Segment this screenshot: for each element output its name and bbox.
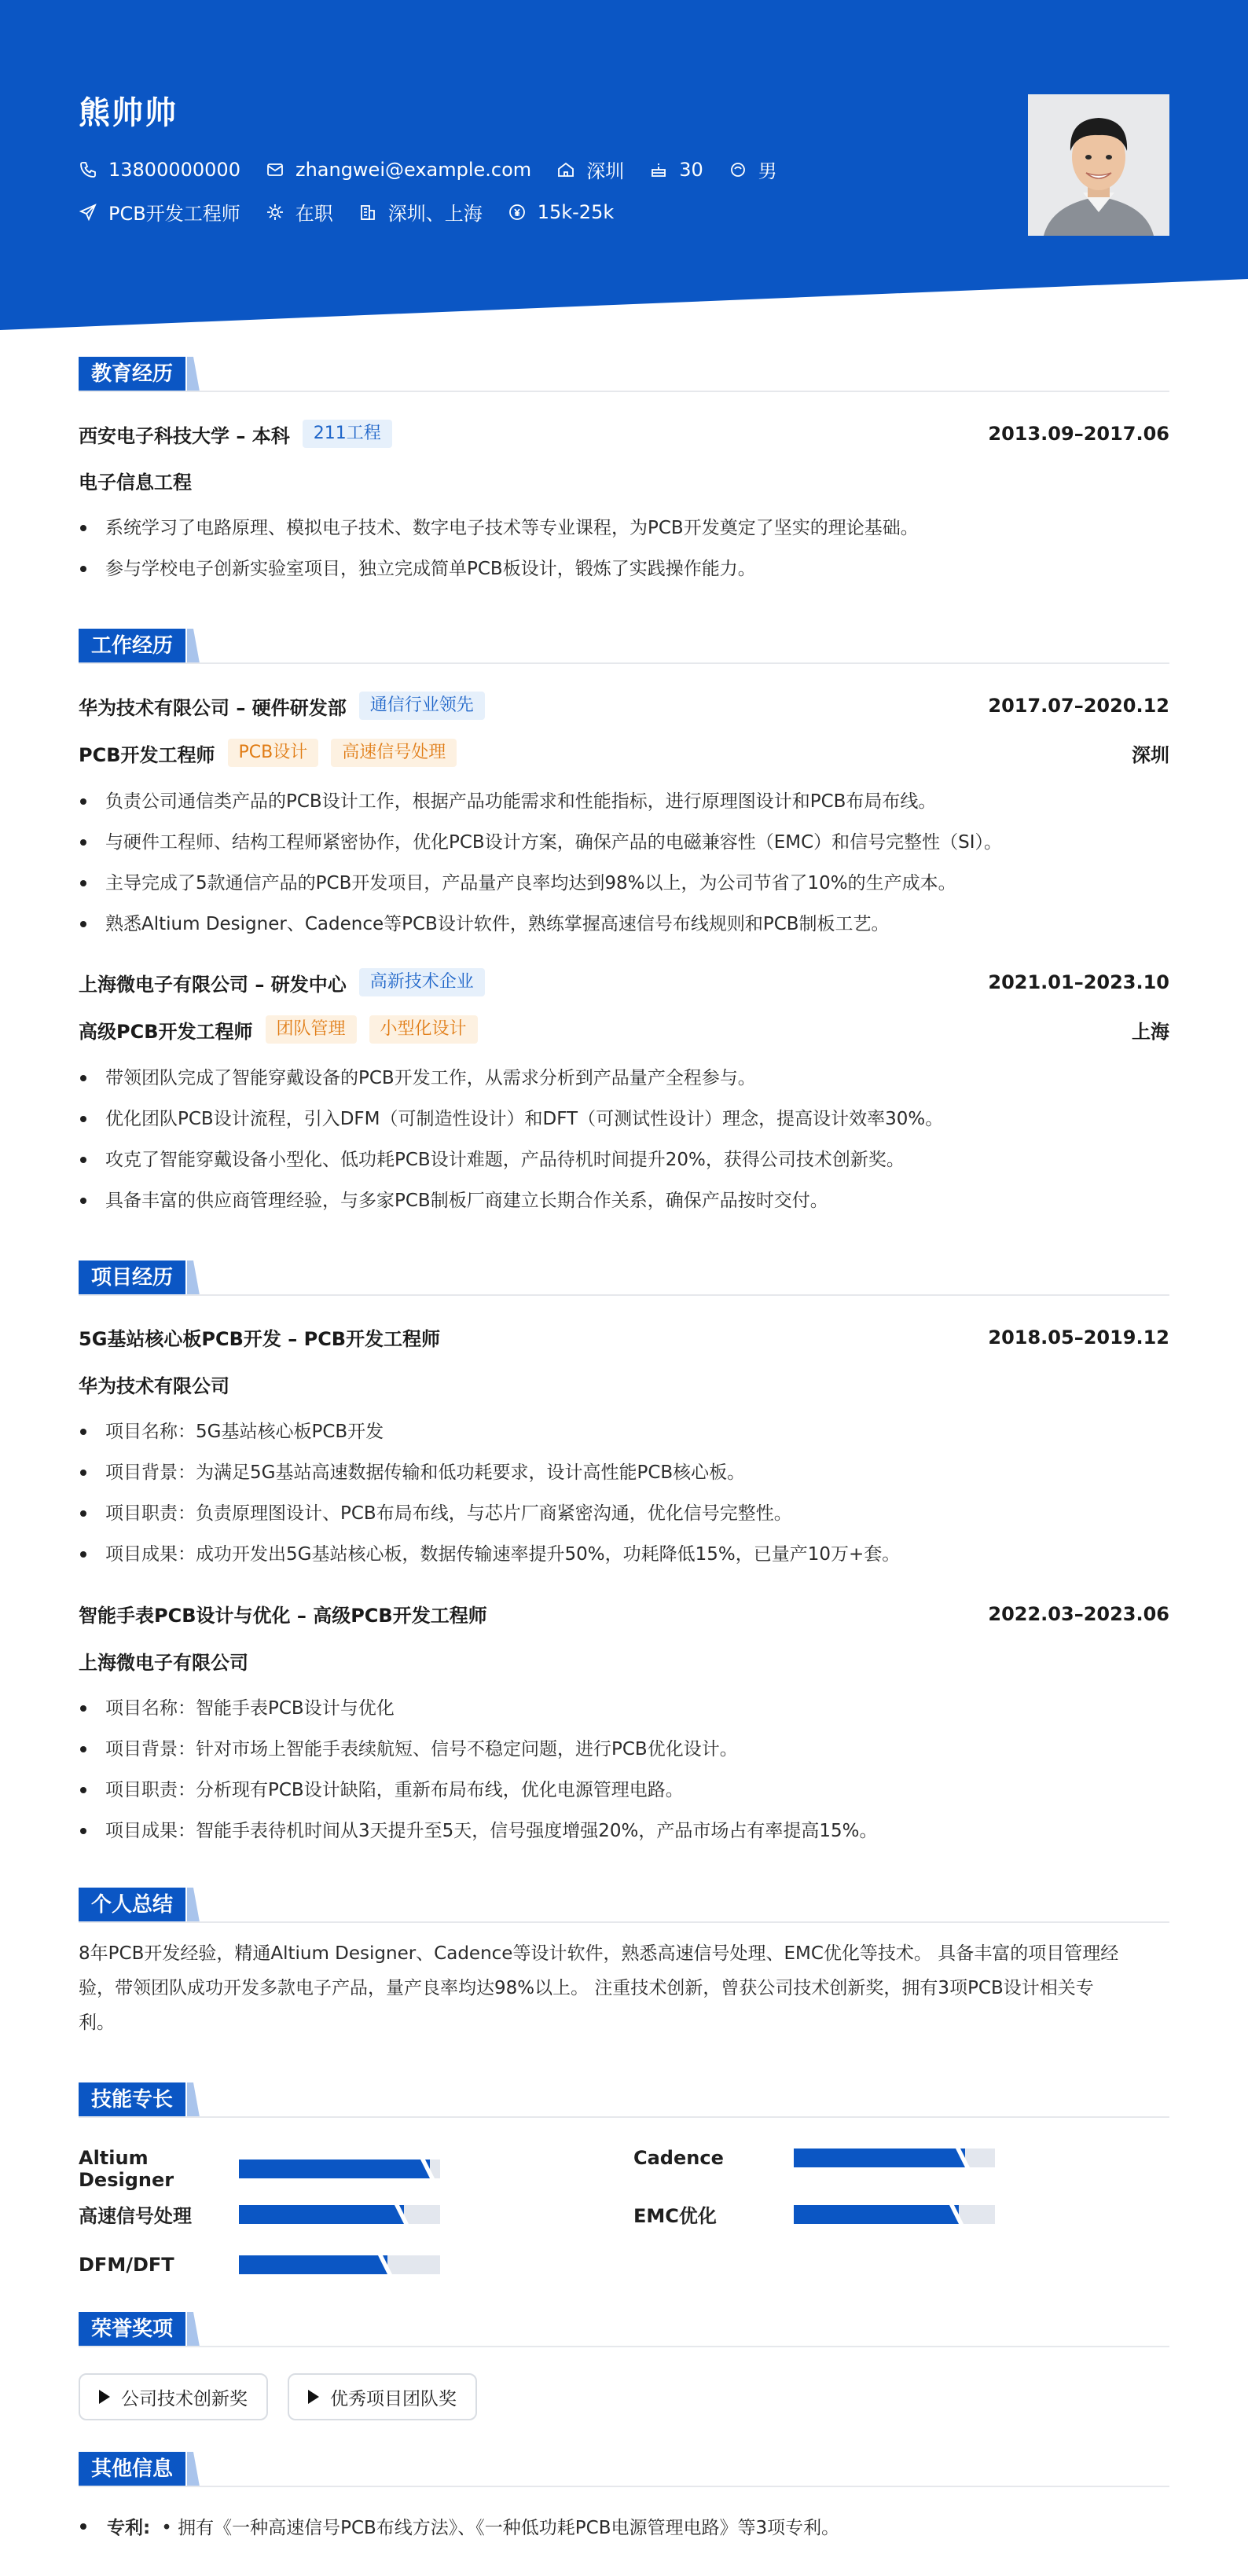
list-item: 熟悉Altium Designer、Cadence等PCB设计软件，熟练掌握高速信号布线规则和PCB制板工艺。 [79, 904, 1169, 945]
award-badge [79, 2373, 268, 2420]
section-label: 荣誉奖项 [79, 2312, 185, 2347]
work-bullets [79, 781, 1169, 945]
role-name: 高级PCB开发工程师 [79, 1020, 253, 1043]
play-icon [99, 2390, 110, 2404]
profile-photo [1028, 94, 1169, 236]
company-name: 上海微电子有限公司 – 研发中心 [79, 973, 347, 996]
skill-bar-notch [378, 2255, 392, 2274]
skill-name: EMC优化 [633, 2205, 717, 2227]
skill-name: 高速信号处理 [79, 2205, 192, 2227]
work-date: 2017.07–2020.12 [988, 695, 1169, 717]
school-name: 西安电子科技大学 – 本科 [79, 424, 290, 447]
skill-name: Altium Designer [79, 2147, 174, 2191]
education-section [79, 357, 1169, 579]
age-text: 30 [679, 158, 703, 181]
list-item: 参与学校电子创新实验室项目，独立完成简单PCB板设计，锻炼了实践操作能力。 [79, 549, 1169, 589]
section-label: 工作经历 [79, 629, 185, 663]
status-info [266, 198, 333, 226]
major-row [79, 467, 1169, 494]
list-item: 负责公司通信类产品的PCB设计工作，根据产品功能需求和性能指标，进行原理图设计和PCB布局布线。 [79, 781, 1169, 822]
skill-bar-notch [949, 2205, 964, 2224]
money-icon [508, 203, 527, 222]
major-name: 电子信息工程 [79, 472, 192, 494]
role-tag: 团队管理 [266, 1015, 357, 1044]
list-item: 项目背景：为满足5G基站高速数据传输和低功耗要求，设计高性能PCB核心板。 [79, 1452, 1169, 1493]
school-tag: 211工程 [303, 420, 392, 448]
section-label: 教育经历 [79, 357, 185, 391]
project-title: 智能手表PCB设计与优化 – 高级PCB开发工程师 [79, 1605, 487, 1627]
role-row [79, 739, 1169, 767]
candidate-name: 熊帅帅 [79, 95, 178, 131]
contact-row [79, 156, 802, 183]
email-text: zhangwei@example.com [295, 158, 532, 181]
status-text: 在职 [295, 203, 333, 225]
company-name: 华为技术有限公司 – 硬件研发部 [79, 696, 347, 719]
project-company: 华为技术有限公司 [79, 1375, 229, 1397]
skill-bar-notch [420, 2160, 435, 2178]
section-title [79, 629, 1169, 663]
award-text: 优秀项目团队奖 [330, 2388, 457, 2409]
project-bullets [79, 1688, 1169, 1851]
list-item: 项目背景：针对市场上智能手表续航短、信号不稳定问题，进行PCB优化设计。 [79, 1729, 1169, 1770]
section-title [79, 357, 1169, 391]
project-company-row [79, 1371, 1169, 1398]
role-tag: 高速信号处理 [331, 739, 457, 767]
gender-text: 男 [758, 160, 777, 182]
projects-section [79, 1260, 1169, 1841]
section-title [79, 2312, 1169, 2347]
company-tag: 高新技术企业 [359, 968, 485, 996]
skill-bar-notch [395, 2205, 409, 2224]
job-intention-row [79, 198, 639, 226]
section-title [79, 1888, 1169, 1922]
list-item: 带领团队完成了智能穿戴设备的PCB开发工作，从需求分析到产品量产全程参与。 [79, 1058, 1169, 1099]
target-city-info [358, 198, 483, 226]
summary-line: 利。 [79, 2013, 115, 2033]
list-item: 项目职责：负责原理图设计、PCB布局布线，与芯片厂商紧密沟通，优化信号完整性。 [79, 1493, 1169, 1534]
other-section [79, 2452, 1169, 2538]
project-title: 5G基站核心板PCB开发 – PCB开发工程师 [79, 1328, 441, 1350]
skill-bar-fill [239, 2205, 404, 2224]
work-location: 上海 [1132, 1020, 1169, 1043]
work-date: 2021.01–2023.10 [988, 971, 1169, 993]
summary-line: 验，带领团队成功开发多款电子产品，量产良率均达98%以上。 注重技术创新，曾获公司技术创新奖，拥有3项PCB设计相关专 [79, 1978, 1094, 1998]
company-tag: 通信行业领先 [359, 692, 485, 720]
home-icon [556, 160, 575, 179]
position-info [79, 198, 240, 226]
award-badge [288, 2373, 477, 2420]
section-title [79, 1260, 1169, 1295]
skill-bar-fill [794, 2149, 965, 2167]
email-info [266, 159, 531, 181]
project-date: 2018.05–2019.12 [988, 1326, 1169, 1349]
project-bullets [79, 1411, 1169, 1575]
phone-icon [79, 160, 97, 179]
summary-section [79, 1888, 1169, 2033]
position-text: PCB开发工程师 [108, 203, 240, 225]
section-label: 其他信息 [79, 2452, 185, 2486]
role-row [79, 1015, 1169, 1044]
gender-icon [729, 160, 747, 179]
list-item: 项目成果：智能手表待机时间从3天提升至5天，信号强度增强20%，产品市场占有率提高15%。 [79, 1811, 1169, 1851]
project-company-row [79, 1647, 1169, 1675]
section-label: 项目经历 [79, 1260, 185, 1295]
target-city-text: 深圳、上海 [387, 203, 483, 225]
project-entry-head [79, 1600, 1169, 1627]
list-item: 项目成果：成功开发出5G基站核心板，数据传输速率提升50%，功耗降低15%，已量产10万+套。 [79, 1534, 1169, 1575]
skill-bar [239, 2160, 440, 2178]
send-icon [79, 203, 97, 222]
project-company: 上海微电子有限公司 [79, 1652, 248, 1674]
age-info [649, 159, 703, 181]
gender-info [729, 156, 777, 183]
section-label: 个人总结 [79, 1888, 185, 1922]
skill-bar [239, 2255, 440, 2274]
section-label: 技能专长 [79, 2082, 185, 2117]
phone-text: 13800000000 [108, 158, 240, 181]
education-bullets [79, 508, 1169, 589]
list-item: 项目名称：5G基站核心板PCB开发 [79, 1411, 1169, 1452]
list-item: 项目名称：智能手表PCB设计与优化 [79, 1688, 1169, 1729]
work-bullets [79, 1058, 1169, 1221]
work-entry-head [79, 968, 1169, 996]
other-value: • 拥有《一种高速信号PCB布线方法》、《一种低功耗PCB电源管理电路》等3项专利。 [161, 2518, 840, 2538]
summary-line: 8年PCB开发经验，精通Altium Designer、Cadence等设计软件，熟悉高速信号处理、EMC优化等技术。 具备丰富的项目管理经 [79, 1943, 1119, 1964]
skill-bar-notch [956, 2149, 970, 2167]
other-key: 专利: [107, 2518, 151, 2538]
list-item: 优化团队PCB设计流程，引入DFM（可制造性设计）和DFT（可测试性设计）理念，提高设计效率30%。 [79, 1099, 1169, 1139]
building-icon [358, 203, 377, 222]
salary-info [508, 201, 615, 223]
list-item: 系统学习了电路原理、模拟电子技术、数字电子技术等专业课程，为PCB开发奠定了坚实的理论基础。 [79, 508, 1169, 549]
role-tag: PCB设计 [228, 739, 319, 767]
city-text: 深圳 [586, 160, 625, 182]
skill-item [79, 2200, 440, 2228]
role-tag: 小型化设计 [369, 1015, 478, 1044]
role-name: PCB开发工程师 [79, 743, 215, 766]
work-section [79, 629, 1169, 1211]
skill-bar [794, 2205, 995, 2224]
section-title [79, 2082, 1169, 2117]
salary-text: 15k-25k [537, 200, 615, 223]
other-item [79, 2513, 1169, 2539]
skill-item [79, 2147, 440, 2191]
skill-bar-fill [239, 2160, 430, 2178]
work-location: 深圳 [1132, 743, 1169, 766]
education-entry-head [79, 420, 1169, 448]
phone-info [79, 159, 240, 181]
list-item: 主导完成了5款通信产品的PCB开发项目，产品量产良率均达到98%以上，为公司节省了10%的生产成本。 [79, 863, 1169, 904]
list-item: 具备丰富的供应商管理经验，与多家PCB制板厂商建立长期合作关系，确保产品按时交付。 [79, 1180, 1169, 1221]
skill-bar [239, 2205, 440, 2224]
skill-item [79, 2254, 440, 2276]
skill-bar-fill [239, 2255, 387, 2274]
award-text: 公司技术创新奖 [121, 2388, 248, 2409]
project-entry-head [79, 1323, 1169, 1351]
skill-bar-fill [794, 2205, 959, 2224]
city-info [556, 156, 624, 183]
work-entry-head [79, 692, 1169, 720]
list-item: 攻克了智能穿戴设备小型化、低功耗PCB设计难题，产品待机时间提升20%，获得公司技术创新奖。 [79, 1139, 1169, 1180]
summary-text [79, 1936, 1169, 2040]
section-title [79, 2452, 1169, 2486]
skill-name: DFM/DFT [79, 2254, 174, 2276]
education-date: 2013.09–2017.06 [988, 423, 1169, 445]
skill-name: Cadence [633, 2147, 724, 2169]
status-icon [266, 203, 284, 222]
awards-section [79, 2312, 1169, 2409]
play-icon [308, 2390, 319, 2404]
list-item: 项目职责：分析现有PCB设计缺陷，重新布局布线，优化电源管理电路。 [79, 1770, 1169, 1811]
skill-item [633, 2147, 995, 2169]
skills-section [79, 2082, 1169, 2276]
project-date: 2022.03–2023.06 [988, 1602, 1169, 1625]
skill-bar [794, 2149, 995, 2167]
cake-icon [649, 160, 668, 179]
list-item: 与硬件工程师、结构工程师紧密协作，优化PCB设计方案，确保产品的电磁兼容性（EMC）和信号完整性（SI）。 [79, 822, 1169, 863]
skill-item [633, 2200, 995, 2228]
mail-icon [266, 160, 284, 179]
